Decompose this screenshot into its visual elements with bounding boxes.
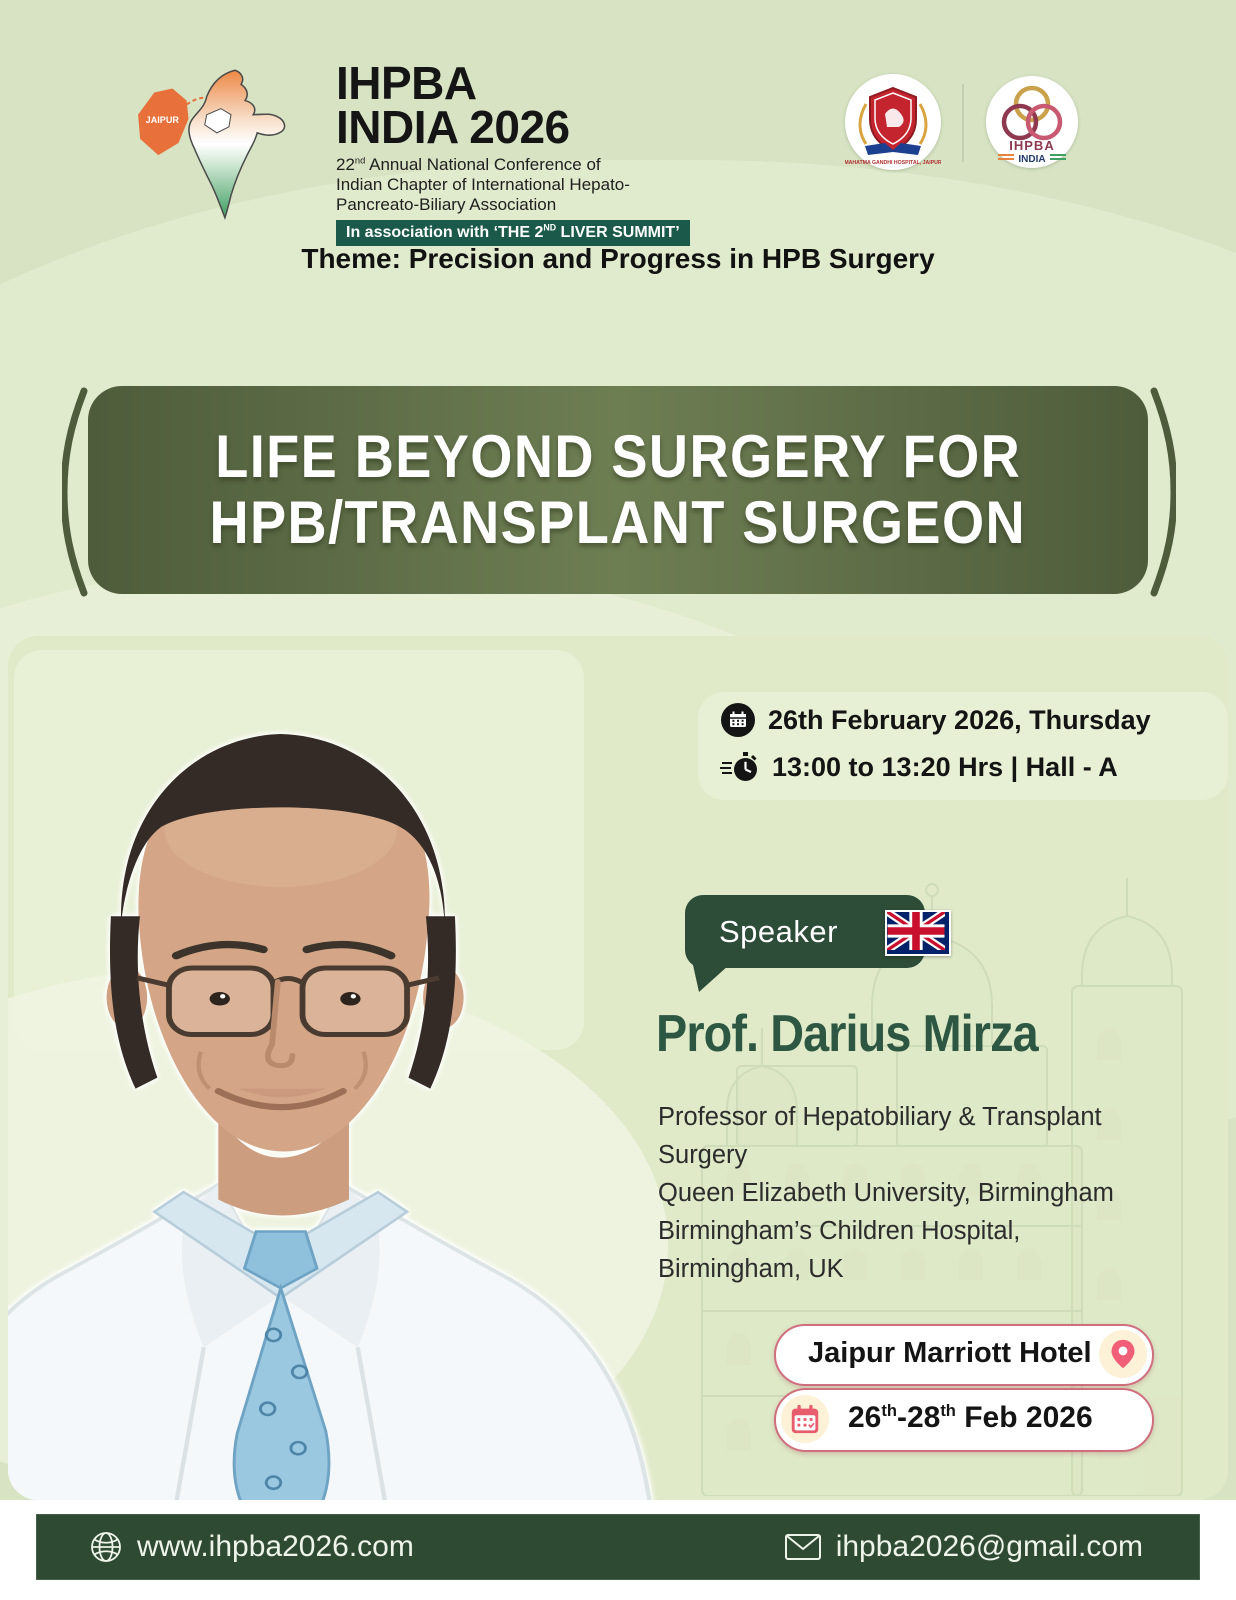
- footer-website[interactable]: [89, 1530, 414, 1564]
- location-pin-circle: [1099, 1330, 1147, 1378]
- speaker-photo: [8, 636, 738, 1500]
- subtitle-rest: Annual National Conference of: [365, 155, 601, 175]
- venue-hotel-name: Jaipur Marriott Hotel: [808, 1337, 1092, 1369]
- theme-text: Theme: Precision and Progress in HPB Surgery: [301, 243, 935, 274]
- association-sup: ND: [543, 222, 557, 233]
- content-card: [8, 636, 1228, 1500]
- envelope-icon: [784, 1533, 822, 1561]
- date-end: -28: [896, 1401, 941, 1434]
- banner-bracket-left: [62, 387, 88, 597]
- email-address: ihpba2026@gmail.com: [835, 1530, 1143, 1563]
- speaker-detail-line: Queen Elizabeth University, Birmingham: [658, 1179, 1114, 1207]
- banner-bracket-right: [1150, 387, 1176, 597]
- subtitle-line3: Pancreato-Biliary Association: [336, 194, 557, 214]
- hospital-logo-caption: MAHATMA GANDHI HOSPITAL, JAIPUR: [845, 160, 941, 166]
- logo-divider: [962, 84, 964, 162]
- footer-bar: [36, 1514, 1200, 1580]
- banner-line1: LIFE BEYOND SURGERY FOR: [214, 422, 1021, 491]
- subtitle-ordinal: nd: [354, 155, 366, 166]
- event-dates-pill: [774, 1388, 1154, 1452]
- speaker-badge-tail: [693, 965, 733, 993]
- date-start-ordinal: th: [881, 1402, 897, 1420]
- conference-subtitle: [336, 155, 896, 214]
- ihpba-logo-text: IHPBA: [1009, 138, 1055, 153]
- subtitle-line2: Indian Chapter of International Hepato-: [336, 175, 630, 195]
- speaker-badge: [685, 895, 925, 968]
- event-dates: [848, 1401, 1093, 1435]
- session-title-banner: [88, 386, 1148, 594]
- speaker-detail-line: Birmingham’s Children Hospital,: [658, 1217, 1021, 1245]
- association-post: LIVER SUMMIT’: [556, 223, 680, 241]
- location-pin-icon: [1108, 1337, 1138, 1371]
- title-line1: IHPBA: [336, 57, 477, 109]
- banner-line2: HPB/TRANSPLANT SURGEON: [209, 489, 1027, 557]
- speaker-details: [658, 1098, 1114, 1288]
- speaker-detail-line: Birmingham, UK: [658, 1255, 844, 1283]
- footer-email[interactable]: [784, 1530, 1143, 1564]
- india-outline: [189, 70, 285, 217]
- wheat-left: [860, 104, 866, 144]
- speaker-badge-label: Speaker: [719, 914, 838, 949]
- website-url: www.ihpba2026.com: [137, 1530, 414, 1563]
- date-month-year: Feb 2026: [955, 1401, 1093, 1434]
- association-pre: In association with ‘THE 2: [346, 223, 544, 241]
- calendar-circle: [781, 1395, 829, 1443]
- date-end-ordinal: th: [940, 1402, 956, 1420]
- subtitle-number: 22: [336, 155, 355, 175]
- liver-summit-badge: [336, 220, 690, 246]
- globe-icon: [89, 1530, 123, 1564]
- session-time: 13:00 to 13:20 Hrs | Hall - A: [772, 751, 1118, 782]
- conference-title-block: [336, 57, 896, 246]
- ihpba-india-logo: [986, 76, 1078, 168]
- venue-hotel-pill: [774, 1324, 1154, 1386]
- title-line2: INDIA 2026: [336, 100, 570, 153]
- speaker-name: Prof. Darius Mirza: [656, 1005, 1038, 1063]
- india-map-logo: [128, 62, 340, 234]
- session-datetime-badge: [698, 692, 1228, 800]
- hospital-logo: [845, 74, 941, 170]
- ihpba-logo-text2: INDIA: [1018, 154, 1046, 165]
- date-start: 26: [848, 1401, 882, 1434]
- session-date: 26th February 2026, Thursday: [768, 704, 1151, 735]
- speaker-detail-line: Professor of Hepatobiliary & Transplant: [658, 1103, 1102, 1131]
- speaker-detail-line: Surgery: [658, 1141, 748, 1169]
- wheat-right: [920, 104, 926, 144]
- calendar-red-icon: [788, 1402, 822, 1436]
- jaipur-label: JAIPUR: [145, 114, 179, 125]
- uk-flag-icon: [885, 910, 951, 956]
